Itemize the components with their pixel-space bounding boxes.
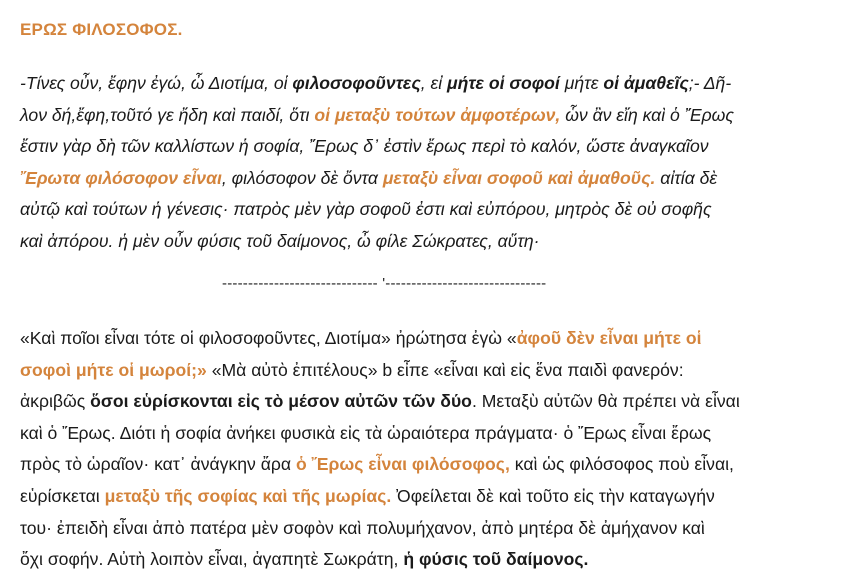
modern-line-7: του· ἐπειδὴ εἶναι ἀπὸ πατέρα μὲν σοφὸν καὶ πολυμήχανον, ἀπὸ μητέρα δὲ ἀμήχανον καὶ bbox=[20, 517, 705, 538]
highlight-phrase: Ἔρωτα φιλόσοφον εἶναι bbox=[20, 167, 222, 188]
document-title: ΕΡΩΣ ΦΙΛΟΣΟΦΟΣ. bbox=[20, 20, 183, 39]
highlight-phrase: μεταξὺ τῆς σοφίας καὶ τῆς μωρίας. bbox=[104, 485, 392, 506]
highlight-phrase: ὁ Ἔρως εἶναι φιλόσοφος, bbox=[295, 454, 510, 475]
modern-line-3: ἀκριβῶς ὅσοι εὑρίσκονται εἰς τὸ μέσον αὐτῶν τῶν δύο. Μεταξὺ αὐτῶν θὰ πρέπει νὰ εἶναι bbox=[20, 391, 740, 412]
ancient-greek-passage bbox=[20, 68, 835, 258]
ancient-line-6: καὶ ἀπόρου. ἡ μὲν οὖν φύσις τοῦ δαίμονος, ὦ φίλε Σώκρατες, αὕτη· bbox=[20, 230, 540, 251]
highlight-phrase: οἱ μεταξὺ τούτων ἀμφοτέρων, bbox=[314, 104, 561, 125]
modern-greek-translation bbox=[20, 323, 835, 576]
ancient-line-3: ἔστιν γὰρ δὴ τῶν καλλίστων ἡ σοφία, Ἔρως δ᾽ ἐστὶν ἔρως περὶ τὸ καλόν, ὥστε ἀναγκαῖον bbox=[20, 136, 709, 157]
modern-line-6: εὑρίσκεται μεταξὺ τῆς σοφίας καὶ τῆς μωρίας. Ὀφείλεται δὲ καὶ τοῦτο εἰς τὴν καταγωγήν bbox=[20, 485, 715, 506]
modern-line-5: πρὸς τὸ ὡραῖον· κατ᾽ ἀνάγκην ἄρα ὁ Ἔρως εἶναι φιλόσοφος, καὶ ὡς φιλόσοφος ποὺ εἶναι, bbox=[20, 454, 734, 475]
section-separator: ------------------------------ '------------------------------- bbox=[222, 275, 547, 292]
modern-line-8: ὄχι σοφήν. Αὐτὴ λοιπὸν εἶναι, ἀγαπητὲ Σωκράτη, ἡ φύσις τοῦ δαίμονος. bbox=[20, 549, 589, 570]
modern-line-1: «Καὶ ποῖοι εἶναι τότε οἱ φιλοσοφοῦντες, Διοτίμα» ἠρώτησα ἐγὼ «ἀφοῦ δὲν εἶναι μήτε οἱ bbox=[20, 328, 702, 348]
modern-line-2: σοφοὶ μήτε οἱ μωροί;» «Μὰ αὐτὸ ἐπιτέλους» b εἶπε «εἶναι καὶ εἰς ἕνα παιδὶ φανερόν: bbox=[20, 359, 684, 380]
modern-line-4: καὶ ὁ Ἔρως. Διότι ἡ σοφία ἀνήκει φυσικὰ εἰς τὰ ὡραιότερα πράγματα· ὁ Ἔρως εἶναι ἔρως bbox=[20, 422, 712, 443]
highlight-phrase: μεταξὺ εἶναι σοφοῦ καὶ ἀμαθοῦς. bbox=[382, 167, 656, 188]
ancient-line-2: λον δή,ἔφη,τοῦτό γε ἤδη καὶ παιδί, ὅτι οἱ μεταξὺ τούτων ἀμφοτέρων, ὧν ἂν εἴη καὶ ὁ Ἔρως bbox=[20, 104, 734, 125]
highlight-phrase: σοφοὶ μήτε οἱ μωροί;» bbox=[20, 359, 207, 380]
ancient-line-4: Ἔρωτα φιλόσοφον εἶναι, φιλόσοφον δὲ ὄντα μεταξὺ εἶναι σοφοῦ καὶ ἀμαθοῦς. αἰτία δὲ bbox=[20, 167, 718, 188]
ancient-line-5: αὐτῷ καὶ τούτων ἡ γένεσις· πατρὸς μὲν γὰρ σοφοῦ ἐστι καὶ εὐπόρου, μητρὸς δὲ οὐ σοφῆς bbox=[20, 199, 712, 220]
ancient-line-1: -Τίνες οὖν, ἔφην ἐγώ, ὦ Διοτίμα, οἱ φιλοσοφοῦντες, εἰ μήτε οἱ σοφοί μήτε οἱ ἀμαθεῖς;- Δῆ- bbox=[20, 73, 732, 93]
highlight-phrase: ἀφοῦ δὲν εἶναι μήτε οἱ bbox=[516, 328, 702, 348]
